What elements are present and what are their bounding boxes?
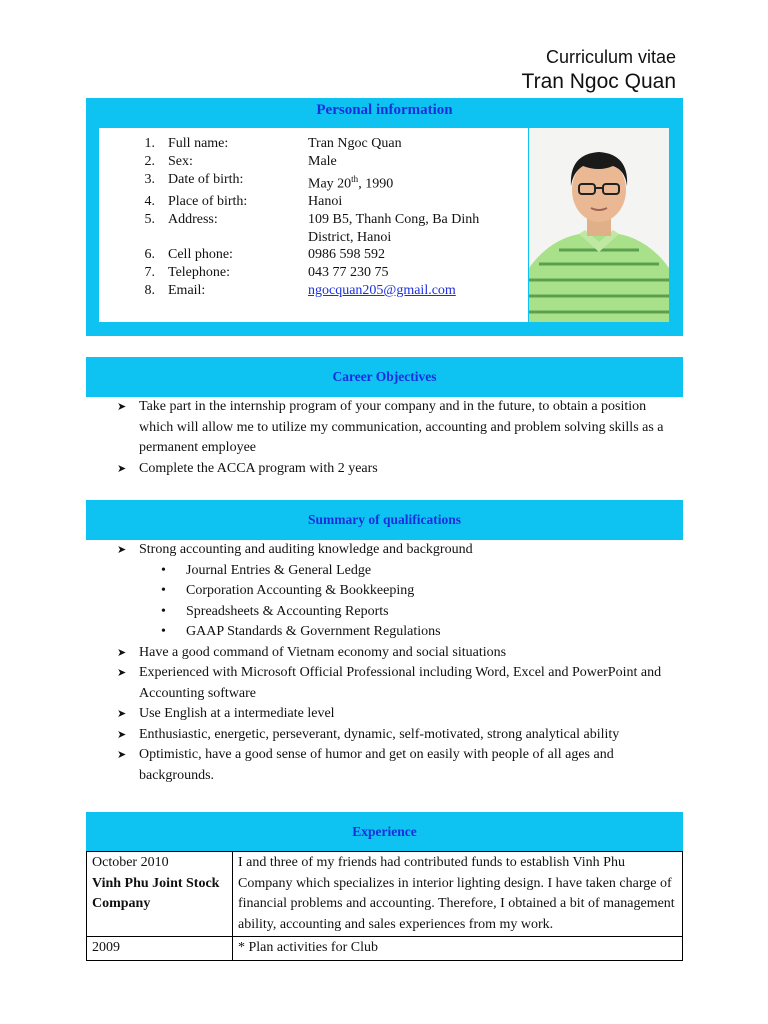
experience-desc: I and three of my friends had contributed funds to establish Vinh Phu Company which specializes in interior lighting design. I have taken charge of financial problems and accounting. Therefore, I obtained a bit of management ability, accounting and sales experiences from my work. — [233, 852, 683, 937]
qualification-text: Use English at a intermediate level — [139, 706, 335, 721]
arrow-bullet-icon: ➤ — [117, 749, 127, 761]
info-label: Telephone: — [168, 265, 230, 281]
info-row-telephone — [129, 264, 513, 282]
info-number: 1. — [144, 136, 155, 151]
arrow-bullet-icon: ➤ — [117, 462, 127, 475]
list-item — [117, 725, 669, 746]
sub-list-item — [161, 561, 669, 582]
info-value: Male — [308, 153, 337, 169]
sub-list-item — [161, 581, 669, 602]
cv-name: Tran Ngoc Quan — [521, 69, 676, 93]
sub-item-text: Spreadsheets & Accounting Reports — [186, 603, 389, 619]
list-item — [117, 643, 669, 664]
experience-desc: * Plan activities for Club — [233, 937, 683, 961]
info-number: 8. — [144, 283, 155, 299]
personal-info-list-area — [99, 128, 528, 322]
info-number: 7. — [144, 265, 155, 281]
dot-bullet-icon: • — [161, 583, 166, 598]
list-item — [117, 397, 669, 459]
sub-list-item — [161, 622, 669, 643]
info-number: 2. — [144, 153, 155, 169]
dot-bullet-icon: • — [161, 562, 166, 578]
info-label: Full name: — [168, 136, 229, 151]
dob-sup: th — [351, 173, 359, 184]
table-row — [87, 937, 683, 961]
arrow-bullet-icon: ➤ — [117, 646, 127, 659]
list-item — [117, 540, 669, 561]
qualifications-heading: Summary of qualifications — [86, 500, 683, 540]
qualifications-list — [117, 540, 669, 786]
cv-label: Curriculum vitae — [545, 47, 676, 67]
info-label: Sex: — [168, 153, 193, 169]
info-row-cell-phone — [129, 246, 513, 264]
info-label: Date of birth: — [168, 171, 244, 187]
dob-pre: May 20 — [308, 176, 352, 192]
sub-list-item — [161, 602, 669, 623]
list-item — [117, 704, 669, 725]
info-value: 0986 598 592 — [308, 247, 385, 263]
list-item — [117, 663, 669, 704]
dot-bullet-icon: • — [161, 603, 166, 619]
profile-photo — [528, 128, 669, 322]
arrow-bullet-icon: ➤ — [117, 667, 127, 679]
qualification-text: Optimistic, have a good sense of humor and get on easily with people of all ages and backgrounds. — [139, 747, 614, 783]
dot-bullet-icon: • — [161, 624, 166, 639]
career-item-text: Complete the ACCA program with 2 years — [139, 460, 378, 476]
list-item — [117, 459, 669, 480]
personal-info-list — [129, 135, 513, 300]
dob-post: , 1990 — [358, 176, 394, 192]
career-objectives-heading: Career Objectives — [86, 357, 683, 397]
arrow-bullet-icon: ➤ — [117, 544, 127, 556]
info-row-place-of-birth — [129, 193, 513, 211]
sub-item-text: Journal Entries & General Ledge — [186, 562, 372, 578]
info-label: Place of birth: — [168, 194, 248, 210]
info-value — [308, 282, 513, 300]
personal-info-box — [99, 128, 669, 322]
arrow-bullet-icon: ➤ — [117, 728, 127, 741]
qualification-text: Have a good command of Vietnam economy and social situations — [139, 644, 507, 660]
info-label: Cell phone: — [168, 247, 233, 263]
info-number: 3. — [144, 171, 155, 187]
sub-item-text: Corporation Accounting & Bookkeeping — [186, 583, 415, 598]
info-value — [308, 171, 513, 193]
arrow-bullet-icon: ➤ — [117, 401, 127, 413]
table-row — [87, 852, 683, 937]
qualifications-sublist — [161, 561, 669, 643]
info-row-date-of-birth — [129, 171, 513, 193]
sub-item-text: GAAP Standards & Government Regulations — [186, 624, 441, 639]
experience-date-cell — [87, 852, 233, 937]
profile-photo-drawing — [529, 128, 669, 322]
email-link[interactable]: ngocquan205@gmail.com — [308, 283, 456, 299]
cv-title — [522, 48, 676, 93]
career-objectives-list — [117, 397, 669, 479]
career-item-text: Take part in the internship program of your company and in the future, to obtain a position which will allow me to utilize my communication, accounting and problem solving skills as a permanent employee — [139, 399, 664, 455]
experience-company: Vinh Phu Joint Stock Company — [92, 875, 220, 911]
info-number: 6. — [144, 247, 155, 263]
info-value: 109 B5, Thanh Cong, Ba Dinh District, Hanoi — [308, 211, 480, 245]
info-value: Hanoi — [308, 194, 343, 210]
qualification-text: Experienced with Microsoft Official Professional including Word, Excel and PowerPoint and Accounting software — [139, 665, 662, 701]
info-row-sex — [129, 153, 513, 171]
experience-date-cell — [87, 937, 233, 961]
personal-info-heading: Personal information — [316, 102, 453, 118]
experience-table — [86, 851, 683, 961]
info-label: Email: — [168, 283, 206, 299]
info-value: 043 77 230 75 — [308, 265, 389, 281]
info-number: 4. — [144, 194, 155, 210]
info-label: Address: — [168, 211, 218, 227]
experience-date: October 2010 — [92, 855, 169, 870]
qualification-text: Strong accounting and auditing knowledge and background — [139, 542, 473, 557]
experience-date: 2009 — [92, 940, 120, 955]
arrow-bullet-icon: ➤ — [117, 708, 127, 720]
info-value: Tran Ngoc Quan — [308, 136, 402, 151]
info-row-address — [129, 211, 513, 247]
experience-heading: Experience — [86, 812, 683, 852]
list-item — [117, 745, 669, 786]
info-row-full-name — [129, 135, 513, 153]
info-row-email — [129, 282, 513, 300]
qualification-text: Enthusiastic, energetic, perseverant, dynamic, self-motivated, strong analytical ability — [139, 726, 620, 742]
personal-info-section — [86, 98, 683, 336]
info-number: 5. — [144, 211, 155, 227]
